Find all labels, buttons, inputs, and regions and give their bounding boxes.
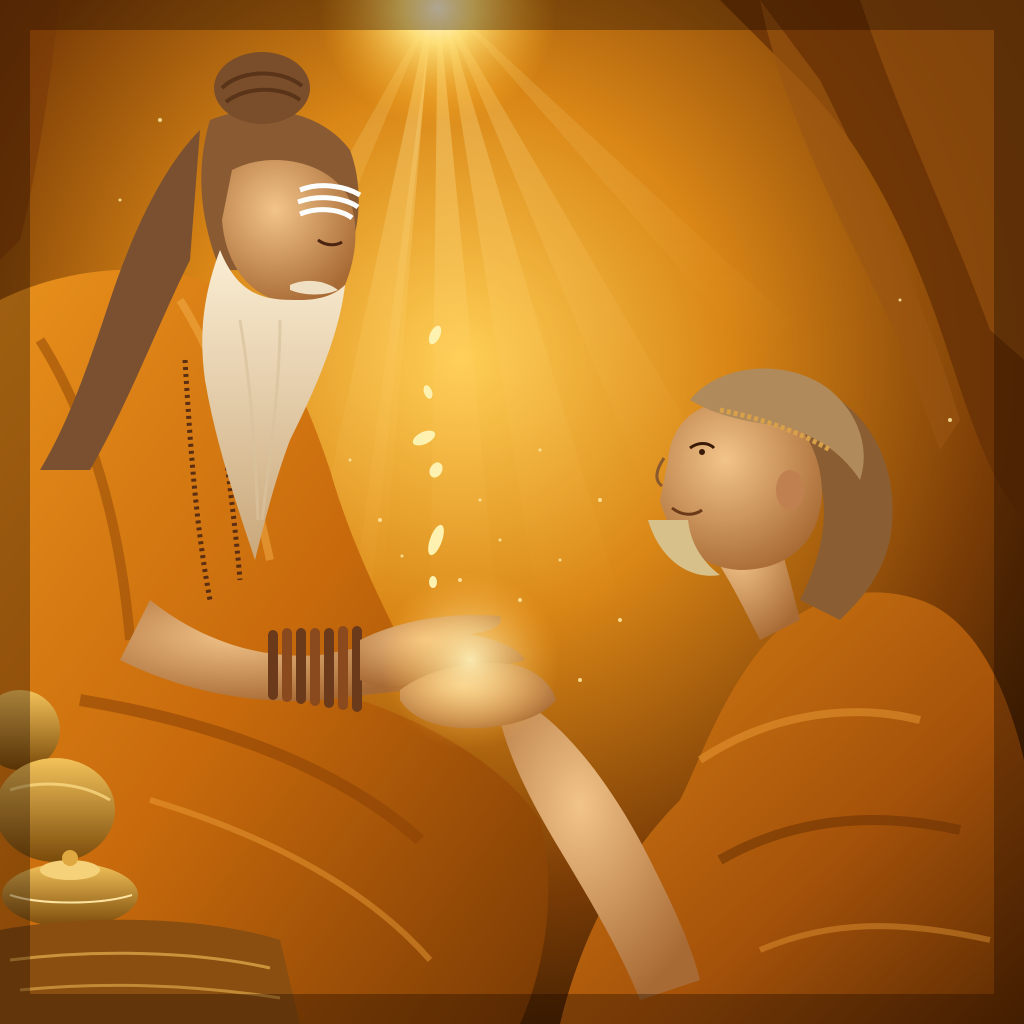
hand-glow (380, 570, 560, 750)
